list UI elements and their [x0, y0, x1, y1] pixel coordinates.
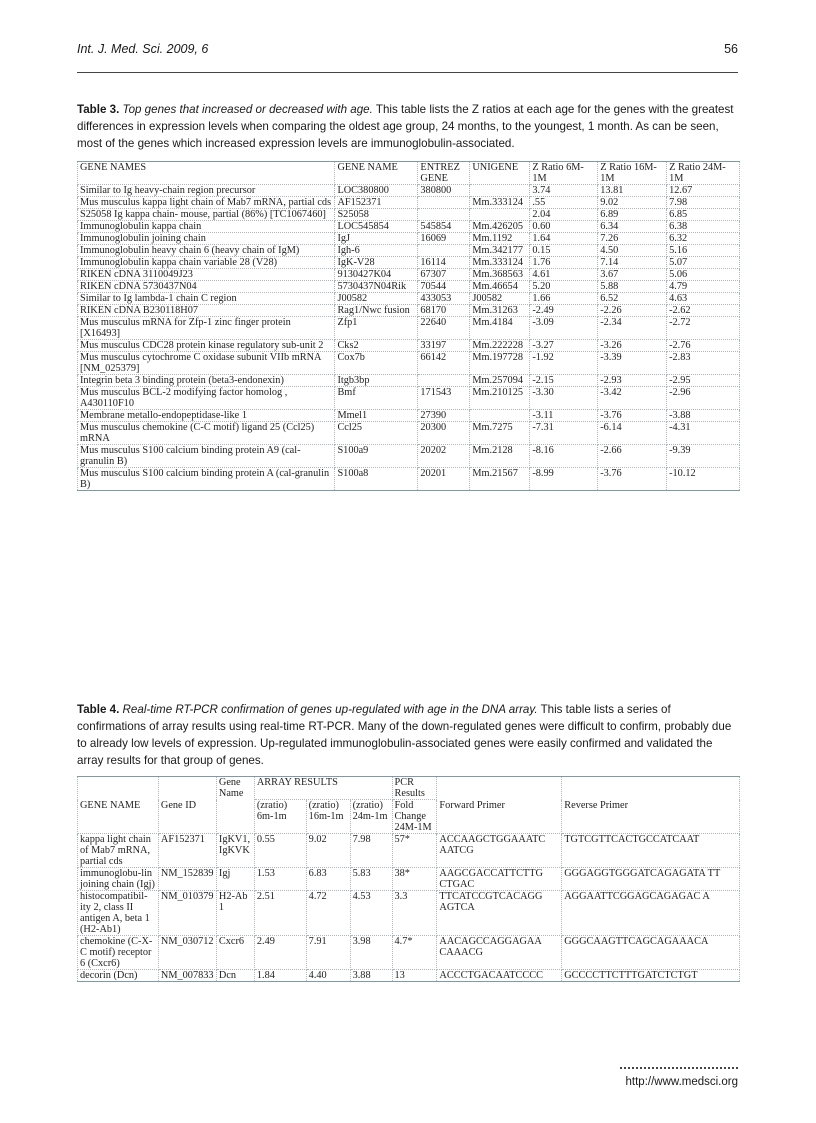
table-cell: 433053: [418, 293, 470, 305]
table-cell: 5.16: [667, 245, 740, 257]
table-cell: 171543: [418, 387, 470, 410]
table3: [77, 161, 740, 491]
table-row: [78, 209, 740, 221]
table-cell: 0.60: [530, 221, 598, 233]
table4: [77, 776, 740, 982]
table-cell: Mm.426205: [470, 221, 530, 233]
table-cell: GGGAGGTGGGATCAGAGATA TT: [562, 868, 740, 891]
table-cell: 6.34: [598, 221, 667, 233]
table-cell: Mm.2128: [470, 445, 530, 468]
table-cell: -1.92: [530, 352, 598, 375]
table-cell: RIKEN cDNA 5730437N04: [78, 281, 335, 293]
table-cell: Similar to Ig lambda-1 chain C region: [78, 293, 335, 305]
table-row: [78, 269, 740, 281]
table-cell: 7.98: [350, 834, 392, 868]
table-cell: Mm.197728: [470, 352, 530, 375]
table-cell: Integrin beta 3 binding protein (beta3-endonexin): [78, 375, 335, 387]
table-cell: AF152371: [335, 197, 418, 209]
journal-citation: Int. J. Med. Sci. 2009, 6: [77, 42, 209, 56]
table-cell: Similar to Ig heavy-chain region precursor: [78, 185, 335, 197]
table-cell: 33197: [418, 340, 470, 352]
table-cell: 1.64: [530, 233, 598, 245]
t4-head-zratio-24m: (zratio) 24m-1m: [350, 800, 392, 834]
table-cell: -3.88: [667, 410, 740, 422]
table-cell: 5.06: [667, 269, 740, 281]
table-cell: Igh-6: [335, 245, 418, 257]
table-row: [78, 233, 740, 245]
table-cell: NM_010379: [158, 891, 216, 936]
table-cell: -2.96: [667, 387, 740, 410]
table4-caption: [77, 701, 740, 769]
table-cell: Mus musculus mRNA for Zfp-1 zinc finger protein [X16493]: [78, 317, 335, 340]
table-cell: 6.32: [667, 233, 740, 245]
table-cell: S100a8: [335, 468, 418, 491]
table-row: [78, 257, 740, 269]
table-cell: J00582: [470, 293, 530, 305]
table-cell: 4.40: [306, 970, 350, 982]
table-cell: Immunoglobulin kappa chain variable 28 (V28): [78, 257, 335, 269]
table-row: [78, 185, 740, 197]
table-cell: Dcn: [216, 970, 254, 982]
table-cell: 0.15: [530, 245, 598, 257]
table-cell: 2.04: [530, 209, 598, 221]
t4-head-reverse-primer: Reverse Primer: [562, 777, 740, 834]
table-cell: 0.55: [254, 834, 306, 868]
table-cell: [418, 197, 470, 209]
table-row: [78, 970, 740, 982]
table4-label: Table 4.: [77, 703, 120, 716]
t3-header-cell: GENE NAME: [335, 162, 418, 185]
table-cell: -10.12: [667, 468, 740, 491]
table-cell: Mm.333124: [470, 197, 530, 209]
table-cell: 7.91: [306, 936, 350, 970]
table-cell: Cks2: [335, 340, 418, 352]
table-cell: 4.79: [667, 281, 740, 293]
table-cell: [470, 410, 530, 422]
table-cell: 4.7*: [392, 936, 437, 970]
table-cell: histocompatibil-ity 2, class II antigen A, beta 1 (H2-Ab1): [78, 891, 159, 936]
header-rule: [77, 72, 738, 73]
table-cell: Mmel1: [335, 410, 418, 422]
t3-header-cell: GENE NAMES: [78, 162, 335, 185]
table-cell: 3.74: [530, 185, 598, 197]
table-cell: 4.50: [598, 245, 667, 257]
table-cell: AF152371: [158, 834, 216, 868]
table-cell: [470, 185, 530, 197]
table-cell: Mus musculus S100 calcium binding protein A9 (cal-granulin B): [78, 445, 335, 468]
table-row: [78, 422, 740, 445]
footer-dotted-rule: [620, 1067, 738, 1069]
table-cell: IgJ: [335, 233, 418, 245]
table-row: [78, 305, 740, 317]
table-row: [78, 221, 740, 233]
table-cell: Mm.4184: [470, 317, 530, 340]
table-cell: -9.39: [667, 445, 740, 468]
table-row: [78, 834, 740, 868]
table-cell: -4.31: [667, 422, 740, 445]
table-row: [78, 293, 740, 305]
table-cell: -2.66: [598, 445, 667, 468]
table-cell: Bmf: [335, 387, 418, 410]
table-row: [78, 281, 740, 293]
table-cell: 6.52: [598, 293, 667, 305]
table-cell: -2.95: [667, 375, 740, 387]
table-cell: 27390: [418, 410, 470, 422]
t3-header-cell: ENTREZ GENE: [418, 162, 470, 185]
table-cell: 2.51: [254, 891, 306, 936]
table-cell: TGTCGTTCACTGCCATCAAT: [562, 834, 740, 868]
table-cell: 2.49: [254, 936, 306, 970]
table-row: [78, 936, 740, 970]
table-cell: Mus musculus CDC28 protein kinase regulatory sub-unit 2: [78, 340, 335, 352]
table-cell: -3.26: [598, 340, 667, 352]
table-cell: Mus musculus BCL-2 modifying factor homolog , A430110F10: [78, 387, 335, 410]
table-cell: 4.72: [306, 891, 350, 936]
table-cell: 7.98: [667, 197, 740, 209]
table-cell: -2.62: [667, 305, 740, 317]
table-row: [78, 197, 740, 209]
table-cell: ACCAAGCTGGAAATC AATCG: [437, 834, 562, 868]
table-cell: 57*: [392, 834, 437, 868]
table-cell: 20300: [418, 422, 470, 445]
table-cell: -3.09: [530, 317, 598, 340]
table-cell: J00582: [335, 293, 418, 305]
table-cell: TTCATCCGTCACAGG AGTCA: [437, 891, 562, 936]
table-cell: Cxcr6: [216, 936, 254, 970]
table-cell: 6.38: [667, 221, 740, 233]
table-cell: [418, 209, 470, 221]
table-cell: AGGAATTCGGAGCAGAGAC A: [562, 891, 740, 936]
table-cell: IgKV1, IgKVK: [216, 834, 254, 868]
table-cell: 9130427K04: [335, 269, 418, 281]
table-row: [78, 868, 740, 891]
table-cell: Ccl25: [335, 422, 418, 445]
table-cell: -3.76: [598, 468, 667, 491]
table-cell: GCCCCTTCTTTGATCTCTGT: [562, 970, 740, 982]
table-cell: 6.85: [667, 209, 740, 221]
table-cell: Rag1/Nwc fusion: [335, 305, 418, 317]
footer-url: http://www.medsci.org: [625, 1076, 738, 1088]
table-cell: Mus musculus chemokine (C-C motif) ligand 25 (Ccl25) mRNA: [78, 422, 335, 445]
table-cell: -2.49: [530, 305, 598, 317]
t4-head-fold-change: Fold Change 24M-1M: [392, 800, 437, 834]
table-cell: -2.83: [667, 352, 740, 375]
table-cell: 5.88: [598, 281, 667, 293]
table-cell: -2.93: [598, 375, 667, 387]
table-cell: [418, 375, 470, 387]
table-cell: GGGCAAGTTCAGCAGAAACA: [562, 936, 740, 970]
table-cell: [418, 245, 470, 257]
table-cell: 545854: [418, 221, 470, 233]
table-cell: 16069: [418, 233, 470, 245]
table-cell: 6.83: [306, 868, 350, 891]
table4-body: [78, 834, 740, 982]
table-cell: .55: [530, 197, 598, 209]
table-cell: LOC545854: [335, 221, 418, 233]
table-cell: 20201: [418, 468, 470, 491]
table-cell: Mm.31263: [470, 305, 530, 317]
table-cell: 5.20: [530, 281, 598, 293]
table-cell: ACCCTGACAATCCCC: [437, 970, 562, 982]
table-cell: 13: [392, 970, 437, 982]
table4-description: This table lists a series of confirmations of array results using real-time RT-PCR. Many of the down-regulated genes were difficult to confirm, probably due to already low levels of expression. Up-regulated immunoglobulin-associated genes were easily confirmed and validated the array results for that group of genes.: [77, 703, 732, 767]
table-cell: 380800: [418, 185, 470, 197]
t3-header-cell: Z Ratio 24M-1M: [667, 162, 740, 185]
table-cell: Mus musculus kappa light chain of Mab7 mRNA, partial cds: [78, 197, 335, 209]
table-cell: -7.31: [530, 422, 598, 445]
table-cell: Cox7b: [335, 352, 418, 375]
table-cell: [470, 209, 530, 221]
table-cell: 3.67: [598, 269, 667, 281]
table-cell: Mm.46654: [470, 281, 530, 293]
table-cell: -3.27: [530, 340, 598, 352]
t4-head-zratio-16m: (zratio) 16m-1m: [306, 800, 350, 834]
table-cell: 13.81: [598, 185, 667, 197]
table-cell: RIKEN cDNA 3110049J23: [78, 269, 335, 281]
table-cell: 1.53: [254, 868, 306, 891]
table-row: [78, 352, 740, 375]
table-cell: S100a9: [335, 445, 418, 468]
table-cell: 20202: [418, 445, 470, 468]
table-cell: 5.07: [667, 257, 740, 269]
table-cell: Immunoglobulin heavy chain 6 (heavy chain of IgM): [78, 245, 335, 257]
table-row: [78, 445, 740, 468]
t4-head-pcr-results: PCR Results: [392, 777, 437, 800]
table3-body: [78, 185, 740, 491]
table-cell: Mm.7275: [470, 422, 530, 445]
table-cell: 66142: [418, 352, 470, 375]
table-cell: 1.76: [530, 257, 598, 269]
table-cell: RIKEN cDNA B230118H07: [78, 305, 335, 317]
table-cell: 4.63: [667, 293, 740, 305]
t4-head-forward-primer: Forward Primer: [437, 777, 562, 834]
table4-title: Real-time RT-PCR confirmation of genes up-regulated with age in the DNA array.: [122, 703, 538, 716]
table-cell: 67307: [418, 269, 470, 281]
table-row: [78, 468, 740, 491]
t3-header-cell: Z Ratio 6M-1M: [530, 162, 598, 185]
table-cell: Itgb3bp: [335, 375, 418, 387]
table-cell: LOC380800: [335, 185, 418, 197]
table-cell: 3.3: [392, 891, 437, 936]
table-cell: IgK-V28: [335, 257, 418, 269]
table-cell: Mm.210125: [470, 387, 530, 410]
table-cell: Mm.222228: [470, 340, 530, 352]
table-cell: AACAGCCAGGAGAA CAAACG: [437, 936, 562, 970]
table-cell: Immunoglobulin kappa chain: [78, 221, 335, 233]
table-cell: -2.26: [598, 305, 667, 317]
table-cell: 1.84: [254, 970, 306, 982]
table-cell: -3.30: [530, 387, 598, 410]
table-cell: NM_152839: [158, 868, 216, 891]
table-cell: Membrane metallo-endopeptidase-like 1: [78, 410, 335, 422]
table-cell: decorin (Dcn): [78, 970, 159, 982]
table-cell: -3.76: [598, 410, 667, 422]
table-cell: Mm.342177: [470, 245, 530, 257]
table-cell: Mm.333124: [470, 257, 530, 269]
table3-title: Top genes that increased or decreased with age.: [122, 103, 373, 116]
table-cell: -8.99: [530, 468, 598, 491]
table-cell: 22640: [418, 317, 470, 340]
table-cell: Mm.1192: [470, 233, 530, 245]
table-cell: Igj: [216, 868, 254, 891]
table-row: [78, 340, 740, 352]
table-cell: 5.83: [350, 868, 392, 891]
table-cell: H2-Ab 1: [216, 891, 254, 936]
t4-head-gene-short: Gene Name: [216, 777, 254, 834]
t4-head-gene-id: Gene ID: [158, 777, 216, 834]
t3-header-cell: UNIGENE: [470, 162, 530, 185]
table-row: [78, 891, 740, 936]
t4-head-zratio-6m: (zratio) 6m-1m: [254, 800, 306, 834]
t4-head-array-results: ARRAY RESULTS: [254, 777, 392, 800]
table-cell: chemokine (C-X-C motif) receptor 6 (Cxcr6): [78, 936, 159, 970]
table-cell: Mm.21567: [470, 468, 530, 491]
table-cell: 38*: [392, 868, 437, 891]
table-cell: Mm.368563: [470, 269, 530, 281]
table-cell: NM_030712: [158, 936, 216, 970]
table-cell: 9.02: [598, 197, 667, 209]
table-cell: 6.89: [598, 209, 667, 221]
table-cell: Zfp1: [335, 317, 418, 340]
table-cell: 68170: [418, 305, 470, 317]
table-cell: 4.61: [530, 269, 598, 281]
t4-head-gene-name: GENE NAME: [78, 777, 159, 834]
table-row: [78, 375, 740, 387]
table-cell: 3.98: [350, 936, 392, 970]
table4-header-row-1: [78, 777, 740, 800]
table-cell: 7.26: [598, 233, 667, 245]
table-cell: NM_007833: [158, 970, 216, 982]
table-cell: -2.76: [667, 340, 740, 352]
table-cell: -3.11: [530, 410, 598, 422]
table-cell: -2.34: [598, 317, 667, 340]
table-row: [78, 245, 740, 257]
table-cell: -3.42: [598, 387, 667, 410]
table-cell: -2.72: [667, 317, 740, 340]
table-cell: -8.16: [530, 445, 598, 468]
table-cell: -2.15: [530, 375, 598, 387]
t3-header-cell: Z Ratio 16M-1M: [598, 162, 667, 185]
table-cell: 16114: [418, 257, 470, 269]
table-cell: immunoglobu-lin joining chain (Igj): [78, 868, 159, 891]
table3-caption: [77, 101, 740, 152]
table-cell: -3.39: [598, 352, 667, 375]
page-number: 56: [724, 42, 738, 56]
table-cell: S25058 Ig kappa chain- mouse, partial (86%) [TC1067460]: [78, 209, 335, 221]
table-cell: 1.66: [530, 293, 598, 305]
running-header: [77, 42, 738, 64]
table-cell: kappa light chain of Mab7 mRNA, partial cds: [78, 834, 159, 868]
table-cell: AAGCGACCATTCTTG CTGAC: [437, 868, 562, 891]
table-cell: S25058: [335, 209, 418, 221]
table-row: [78, 387, 740, 410]
table3-description: This table lists the Z ratios at each age for the genes with the greatest differences in expression levels when comparing the oldest age group, 24 months, to the youngest, 1 month. As can be seen, most of the genes which increased expression levels are immunoglobulin-associated.: [77, 103, 734, 150]
table-cell: Immunoglobulin joining chain: [78, 233, 335, 245]
table-cell: 5730437N04Rik: [335, 281, 418, 293]
table-cell: 7.14: [598, 257, 667, 269]
table-row: [78, 317, 740, 340]
table-cell: 12.67: [667, 185, 740, 197]
table-cell: 70544: [418, 281, 470, 293]
table-cell: -6.14: [598, 422, 667, 445]
table3-header-row: [78, 162, 740, 185]
table-cell: 4.53: [350, 891, 392, 936]
table3-label: Table 3.: [77, 103, 120, 116]
table-cell: Mus musculus S100 calcium binding protein A (cal-granulin B): [78, 468, 335, 491]
table-cell: Mm.257094: [470, 375, 530, 387]
table-cell: Mus musculus cytochrome C oxidase subunit VIIb mRNA [NM_025379]: [78, 352, 335, 375]
table-cell: 3.88: [350, 970, 392, 982]
table-row: [78, 410, 740, 422]
table-cell: 9.02: [306, 834, 350, 868]
